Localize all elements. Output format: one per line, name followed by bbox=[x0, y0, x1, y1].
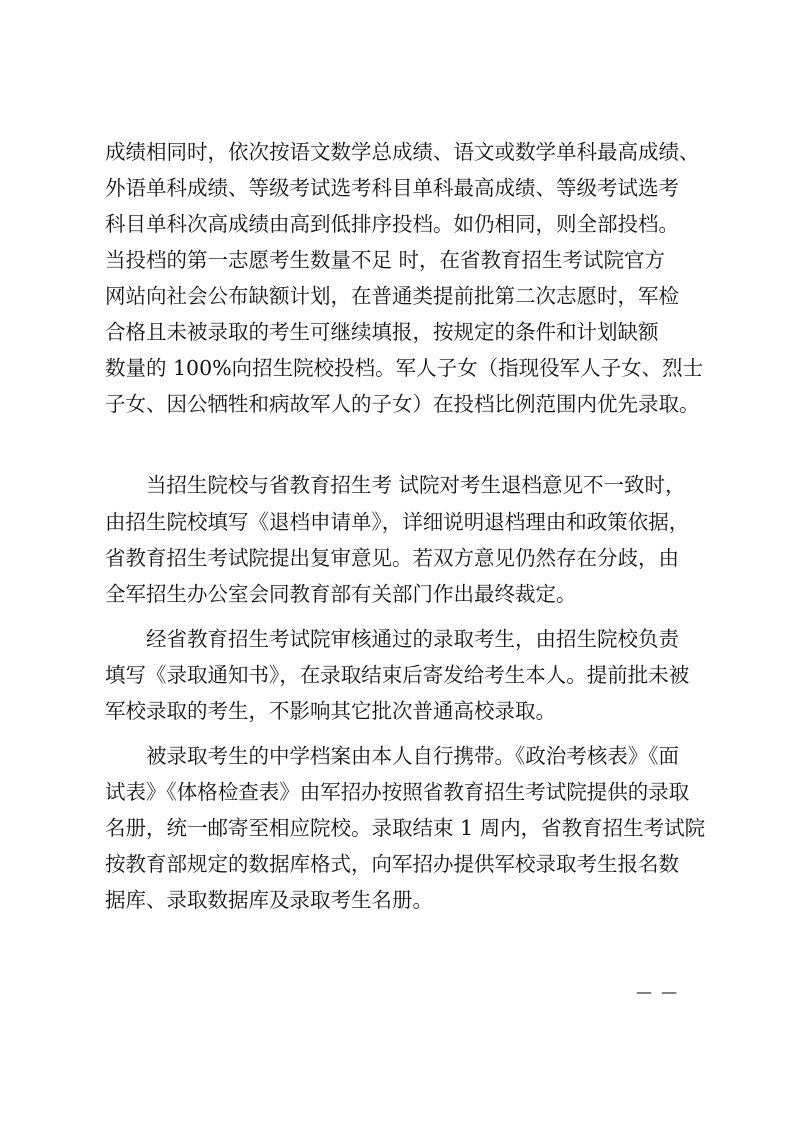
text-line: 合格且未被录取的考生可继续填报，按规定的条件和计划缺额 bbox=[105, 320, 659, 344]
text-line: 成绩相同时，依次按语文数学总成绩、语文或数学单科最高成绩、 bbox=[105, 140, 700, 164]
text-line: 网站向社会公布缺额计划，在普通类提前批第二次志愿时，军检 bbox=[105, 284, 679, 308]
paragraph-first-line: 被录取考生的中学档案由本人自行携带。《政治考核表》《面 bbox=[146, 744, 679, 768]
text-line: 当投档的第一志愿考生数量不足 时，在省教育招生考试院官方 bbox=[105, 248, 666, 272]
text-line: 军校录取的考生，不影响其它批次普通高校录取。 bbox=[105, 699, 556, 723]
text-line: 省教育招生考试院提出复审意见。若双方意见仍然存在分歧，由 bbox=[105, 546, 679, 570]
text-line: 据库、录取数据库及录取考生名册。 bbox=[105, 888, 433, 912]
paragraph-first-line: 经省教育招生考试院审核通过的录取考生，由招生院校负责 bbox=[146, 627, 679, 651]
text-line: 由招生院校填写《退档申请单》，详细说明退档理由和政策依据， bbox=[105, 510, 690, 534]
text-line: 外语单科成绩、等级考试选考科目单科最高成绩、等级考试选考 bbox=[105, 176, 679, 200]
text-line: 填写《录取通知书》，在录取结束后寄发给考生本人。提前批未被 bbox=[105, 663, 690, 687]
text-line: 按教育部规定的数据库格式，向军招办提供军校录取考生报名数 bbox=[105, 852, 679, 876]
text-line: 数量的 100%向招生院校投档。军人子女（指现役军人子女、烈士 bbox=[105, 356, 704, 380]
page-number-footer: — — bbox=[636, 982, 680, 1001]
text-line: 试表》《体格检查表》由军招办按照省教育招生考试院提供的录取 bbox=[105, 780, 690, 804]
text-line: 全军招生办公室会同教育部有关部门作出最终裁定。 bbox=[105, 582, 577, 606]
text-line: 科目单科次高成绩由高到低排序投档。如仍相同，则全部投档。 bbox=[105, 212, 679, 236]
text-line: 名册，统一邮寄至相应院校。录取结束 1 周内，省教育招生考试院 bbox=[105, 816, 706, 840]
text-line: 子女、因公牺牲和病故军人的子女）在投档比例范围内优先录取。 bbox=[105, 392, 700, 416]
paragraph-first-line: 当招生院校与省教育招生考 试院对考生退档意见不一致时， bbox=[146, 473, 686, 497]
